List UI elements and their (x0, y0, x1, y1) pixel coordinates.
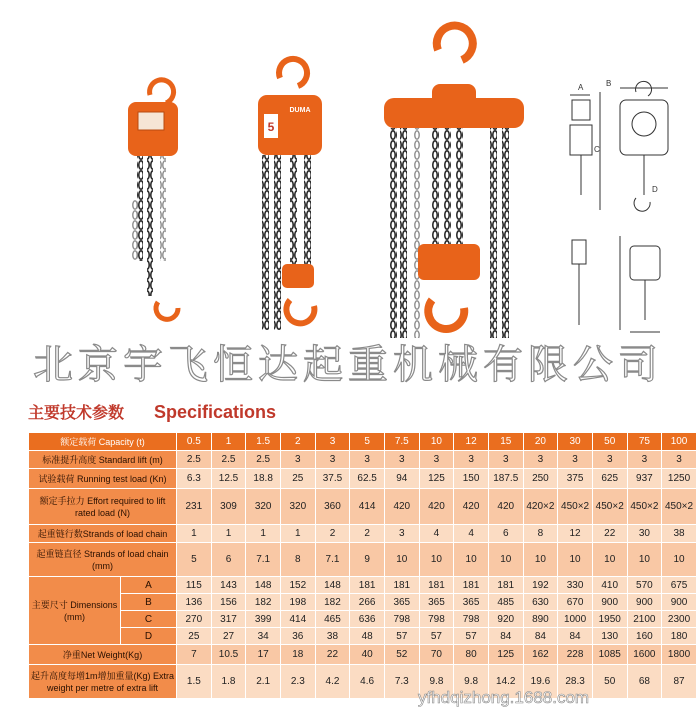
spec-row-cell: 3 (384, 451, 419, 469)
spec-row-cell: 1 (211, 525, 246, 543)
product-photo-area (0, 0, 696, 340)
spec-row-cell: 9 (350, 543, 385, 577)
dimension-row-cell: 84 (558, 628, 593, 645)
dimension-key: A (121, 577, 177, 594)
spec-row-cell: 10 (662, 543, 696, 577)
dimension-row-cell: 84 (488, 628, 523, 645)
hoist-badge-number: 5 (267, 120, 275, 134)
dimension-row (29, 594, 696, 611)
spec-row-cell: 3 (280, 451, 315, 469)
spec-row-cell: 38 (662, 525, 696, 543)
extra-weight-row-cell: 9.8 (454, 665, 489, 699)
dimension-row-cell: 181 (454, 577, 489, 594)
weight-row-cell: 18 (280, 645, 315, 665)
dimension-row-cell: 136 (177, 594, 212, 611)
dimension-row-cell: 57 (384, 628, 419, 645)
top-hook-icon (279, 59, 307, 86)
dimension-row-cell: 798 (454, 611, 489, 628)
dimension-row-cell: 38 (315, 628, 350, 645)
extra-weight-row (29, 665, 696, 699)
spec-row-cell: 414 (350, 489, 385, 525)
dimension-key: D (121, 628, 177, 645)
extra-weight-row-cell: 1.5 (177, 665, 212, 699)
dimension-row-cell: 156 (211, 594, 246, 611)
weight-row-cell: 7 (177, 645, 212, 665)
dimension-key: C (121, 611, 177, 628)
spec-row-cell: 420×2 (523, 489, 558, 525)
spec-row-cell: 1250 (662, 469, 696, 489)
spec-row-cell: 22 (592, 525, 627, 543)
spec-row-label: 起重链直径 Strands of load chain (mm) (29, 543, 177, 577)
dimension-key: B (121, 594, 177, 611)
dimension-row-cell: 670 (558, 594, 593, 611)
weight-row-cell: 162 (523, 645, 558, 665)
dimension-row-cell: 2100 (627, 611, 662, 628)
dimension-row-cell: 330 (558, 577, 593, 594)
product-illustrations (0, 0, 696, 340)
dimension-row-cell: 317 (211, 611, 246, 628)
spec-row-cell: 3 (627, 451, 662, 469)
spec-row-cell: 10 (454, 543, 489, 577)
weight-row-cell: 22 (315, 645, 350, 665)
dimension-row-cell: 798 (419, 611, 454, 628)
dimension-row-cell: 1950 (592, 611, 627, 628)
weight-row-cell: 1085 (592, 645, 627, 665)
dimension-row-cell: 143 (211, 577, 246, 594)
dimension-row-cell: 798 (384, 611, 419, 628)
capacity-cell: 50 (592, 433, 627, 451)
capacity-row (29, 433, 696, 451)
spec-row-cell: 4 (454, 525, 489, 543)
dimension-row-cell: 181 (350, 577, 385, 594)
spec-row-cell: 10 (488, 543, 523, 577)
extra-weight-row-cell: 14.2 (488, 665, 523, 699)
extra-weight-row-cell: 87 (662, 665, 696, 699)
capacity-cell: 100 (662, 433, 696, 451)
spec-row-cell: 10 (384, 543, 419, 577)
spec-row-cell: 320 (280, 489, 315, 525)
spec-row-cell: 25 (280, 469, 315, 489)
hoist-small (128, 80, 178, 319)
weight-row (29, 645, 696, 665)
spec-row-cell: 309 (211, 489, 246, 525)
spec-row-label: 额定手拉力 Effort required to lift rated load (N) (29, 489, 177, 525)
spec-row-cell: 450×2 (558, 489, 593, 525)
dimension-row-cell: 365 (384, 594, 419, 611)
extra-weight-row-cell: 4.6 (350, 665, 385, 699)
dimension-row-cell: 25 (177, 628, 212, 645)
spec-row-cell: 420 (384, 489, 419, 525)
capacity-cell: 1.5 (246, 433, 281, 451)
extra-weight-row-cell: 68 (627, 665, 662, 699)
spec-row-cell: 6 (488, 525, 523, 543)
capacity-cell: 15 (488, 433, 523, 451)
capacity-cell: 12 (454, 433, 489, 451)
capacity-label: 额定载荷 Capacity (t) (29, 433, 177, 451)
spec-row-cell: 3 (350, 451, 385, 469)
weight-row-cell: 1600 (627, 645, 662, 665)
dimension-row-cell: 890 (523, 611, 558, 628)
spec-row-cell: 2.5 (211, 451, 246, 469)
spec-row-cell: 2 (350, 525, 385, 543)
dimension-row-cell: 57 (419, 628, 454, 645)
spec-row-cell: 5 (177, 543, 212, 577)
dimension-row-cell: 270 (177, 611, 212, 628)
spec-row-cell: 1 (246, 525, 281, 543)
dimension-row-cell: 920 (488, 611, 523, 628)
extra-weight-row-cell: 28.3 (558, 665, 593, 699)
spec-row-cell: 94 (384, 469, 419, 489)
dimension-row (29, 577, 696, 594)
spec-row-cell: 10 (592, 543, 627, 577)
spec-row-cell: 3 (558, 451, 593, 469)
dimension-row-cell: 181 (384, 577, 419, 594)
extra-weight-row-cell: 2.1 (246, 665, 281, 699)
extra-weight-label: 起升高度每增1m增加重量(Kg) Extra weight per metre of extra lift (29, 665, 177, 699)
diagram-label-c: C (594, 145, 600, 154)
spec-heading-zh: 主要技术参数 (28, 403, 125, 422)
weight-row-cell: 52 (384, 645, 419, 665)
spec-row (29, 543, 696, 577)
company-watermark: 北京宇飞恒达起重机械有限公司 (33, 342, 663, 388)
spec-row-cell: 3 (662, 451, 696, 469)
spec-row-cell: 10 (523, 543, 558, 577)
capacity-cell: 10 (419, 433, 454, 451)
spec-row-label: 起重链行数Strands of load chain (29, 525, 177, 543)
spec-row-label: 标准提升高度 Standard lift (m) (29, 451, 177, 469)
weight-row-cell: 70 (419, 645, 454, 665)
spec-row (29, 469, 696, 489)
dimension-row-cell: 48 (350, 628, 385, 645)
dimension-row (29, 611, 696, 628)
spec-row-cell: 450×2 (627, 489, 662, 525)
spec-row-cell: 10 (558, 543, 593, 577)
spec-heading-en: Specifications (154, 402, 277, 422)
spec-row-cell: 37.5 (315, 469, 350, 489)
spec-row-cell: 450×2 (662, 489, 696, 525)
bottom-hook-icon (428, 300, 464, 329)
spec-row-cell: 12 (558, 525, 593, 543)
dimension-row-cell: 900 (662, 594, 696, 611)
dimension-row-cell: 570 (627, 577, 662, 594)
dimension-row-cell: 675 (662, 577, 696, 594)
spec-row-cell: 3 (315, 451, 350, 469)
capacity-cell: 20 (523, 433, 558, 451)
dimension-row-cell: 130 (592, 628, 627, 645)
capacity-cell: 0.5 (177, 433, 212, 451)
dimension-row-cell: 399 (246, 611, 281, 628)
dimension-row-cell: 180 (662, 628, 696, 645)
spec-row-cell: 625 (592, 469, 627, 489)
dimension-row-cell: 36 (280, 628, 315, 645)
dimension-row-cell: 192 (523, 577, 558, 594)
spec-row-cell: 250 (523, 469, 558, 489)
dimension-row-cell: 148 (315, 577, 350, 594)
spec-row-cell: 231 (177, 489, 212, 525)
diagram-label-d: D (652, 185, 658, 194)
spec-row-cell: 8 (280, 543, 315, 577)
spec-row-cell: 125 (419, 469, 454, 489)
dimension-row-cell: 148 (246, 577, 281, 594)
dimension-row-cell: 465 (315, 611, 350, 628)
spec-row (29, 451, 696, 469)
spec-row-cell: 360 (315, 489, 350, 525)
dimension-row-cell: 182 (246, 594, 281, 611)
dimension-row-cell: 160 (627, 628, 662, 645)
spec-row-cell: 10 (419, 543, 454, 577)
spec-row (29, 489, 696, 525)
spec-row-cell: 3 (454, 451, 489, 469)
spec-row-cell: 7.1 (315, 543, 350, 577)
bottom-hook-icon (156, 302, 178, 319)
spec-row-cell: 150 (454, 469, 489, 489)
capacity-cell: 75 (627, 433, 662, 451)
technical-drawings (570, 81, 668, 332)
dimension-row-cell: 900 (592, 594, 627, 611)
dimension-row-cell: 84 (523, 628, 558, 645)
spec-row-cell: 320 (246, 489, 281, 525)
weight-row-cell: 1800 (662, 645, 696, 665)
spec-row-cell: 1 (177, 525, 212, 543)
dimension-row-cell: 2300 (662, 611, 696, 628)
spec-row-cell: 7.1 (246, 543, 281, 577)
capacity-cell: 3 (315, 433, 350, 451)
spec-row-cell: 8 (523, 525, 558, 543)
spec-row-cell: 6 (211, 543, 246, 577)
dimension-row-cell: 57 (454, 628, 489, 645)
diagram-label-a: A (578, 83, 584, 92)
spec-row (29, 525, 696, 543)
spec-row-cell: 420 (454, 489, 489, 525)
dimension-row-cell: 485 (488, 594, 523, 611)
weight-row-cell: 228 (558, 645, 593, 665)
spec-row-cell: 375 (558, 469, 593, 489)
dimension-row-cell: 900 (627, 594, 662, 611)
spec-table (28, 432, 696, 699)
diagram-label-b: B (606, 79, 612, 88)
spec-row-cell: 420 (419, 489, 454, 525)
spec-row-cell: 3 (592, 451, 627, 469)
dimension-row-cell: 27 (211, 628, 246, 645)
dimension-row (29, 628, 696, 645)
capacity-cell: 7.5 (384, 433, 419, 451)
spec-row-cell: 450×2 (592, 489, 627, 525)
extra-weight-row-cell: 1.8 (211, 665, 246, 699)
extra-weight-row-cell: 9.8 (419, 665, 454, 699)
spec-row-cell: 62.5 (350, 469, 385, 489)
weight-row-cell: 17 (246, 645, 281, 665)
dimension-row-cell: 365 (454, 594, 489, 611)
weight-label: 净重Net Weight(Kg) (29, 645, 177, 665)
spec-row-cell: 6.3 (177, 469, 212, 489)
spec-row-cell: 1 (280, 525, 315, 543)
dimension-row-cell: 630 (523, 594, 558, 611)
spec-row-cell: 10 (627, 543, 662, 577)
dimension-row-cell: 182 (315, 594, 350, 611)
spec-row-cell: 4 (419, 525, 454, 543)
spec-row-cell: 3 (488, 451, 523, 469)
spec-row-cell: 3 (523, 451, 558, 469)
dimension-row-cell: 1000 (558, 611, 593, 628)
spec-row-cell: 420 (488, 489, 523, 525)
spec-row-cell: 937 (627, 469, 662, 489)
capacity-cell: 1 (211, 433, 246, 451)
dimension-row-cell: 115 (177, 577, 212, 594)
spec-row-cell: 3 (419, 451, 454, 469)
top-hook-icon (150, 80, 174, 103)
dimension-row-cell: 410 (592, 577, 627, 594)
capacity-cell: 2 (280, 433, 315, 451)
spec-row-cell: 30 (627, 525, 662, 543)
weight-row-cell: 80 (454, 645, 489, 665)
spec-row-label: 试验载荷 Running test load (Kn) (29, 469, 177, 489)
spec-row-cell: 3 (384, 525, 419, 543)
extra-weight-row-cell: 19.6 (523, 665, 558, 699)
top-hook-icon (437, 26, 473, 60)
extra-weight-row-cell: 7.3 (384, 665, 419, 699)
hoist-medium (258, 59, 322, 330)
weight-row-cell: 40 (350, 645, 385, 665)
dimension-row-cell: 181 (419, 577, 454, 594)
extra-weight-row-cell: 2.3 (280, 665, 315, 699)
spec-row-cell: 18.8 (246, 469, 281, 489)
dimension-row-cell: 152 (280, 577, 315, 594)
dimension-row-cell: 266 (350, 594, 385, 611)
site-watermark: yfhdqizhong.1688.com (418, 688, 590, 707)
spec-row-cell: 2.5 (246, 451, 281, 469)
extra-weight-row-cell: 4.2 (315, 665, 350, 699)
dimension-row-cell: 365 (419, 594, 454, 611)
dimensions-label: 主要尺寸 Dimensions (mm) (29, 577, 121, 645)
hoist-brand: DUMA (289, 107, 311, 114)
spec-row-cell: 2.5 (177, 451, 212, 469)
spec-row-cell: 12.5 (211, 469, 246, 489)
hoist-large (384, 26, 524, 338)
dimension-row-cell: 34 (246, 628, 281, 645)
dimension-row-cell: 181 (488, 577, 523, 594)
weight-row-cell: 125 (488, 645, 523, 665)
capacity-cell: 30 (558, 433, 593, 451)
weight-row-cell: 10.5 (211, 645, 246, 665)
dimension-row-cell: 198 (280, 594, 315, 611)
dimension-row-cell: 636 (350, 611, 385, 628)
spec-row-cell: 187.5 (488, 469, 523, 489)
dimension-row-cell: 414 (280, 611, 315, 628)
capacity-cell: 5 (350, 433, 385, 451)
spec-row-cell: 2 (315, 525, 350, 543)
extra-weight-row-cell: 50 (592, 665, 627, 699)
bottom-hook-icon (286, 300, 314, 323)
spec-heading (28, 400, 276, 426)
